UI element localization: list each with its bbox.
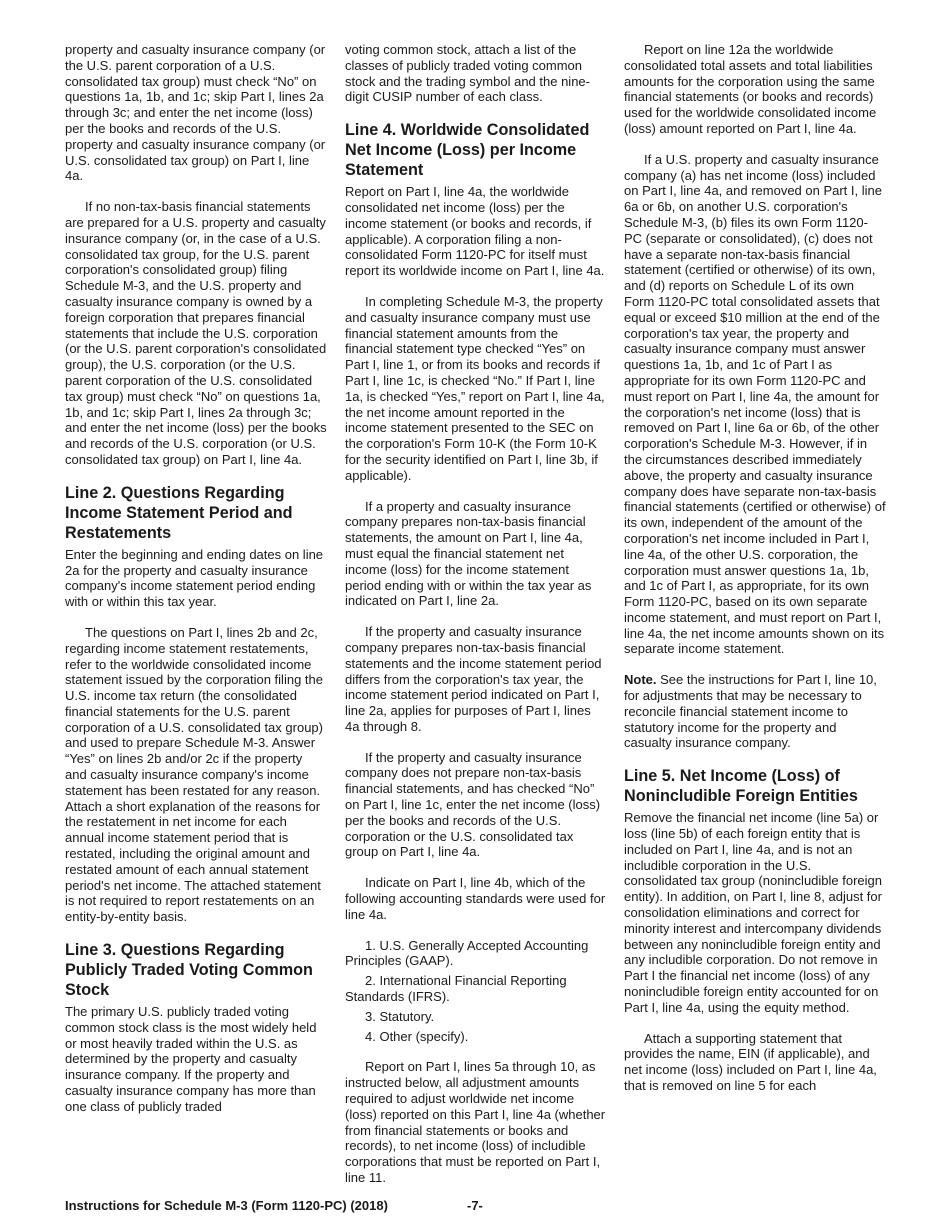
list-item: 1. U.S. Generally Accepted Accounting Principles (GAAP).: [345, 937, 589, 969]
section-heading-line-2: Line 2. Questions Regarding Income Statement Period and Restatements: [65, 483, 293, 542]
paragraph: Attach a supporting statement that provides the name, EIN (if applicable), and net income (loss) included on Part I, line 4a, that is removed on line 5 for each: [624, 1030, 877, 1094]
section-heading-line-5: Line 5. Net Income (Loss) of Nonincludible Foreign Entities: [624, 767, 858, 806]
paragraph: The primary U.S. publicly traded voting common stock class is the most widely held or most heavily traded within the U.S. as determined by the property and casualty insurance company. If the property and casualty insurance company has more than one class of publicly traded: [65, 1004, 317, 1114]
list-item: 4. Other (specify).: [365, 1028, 469, 1044]
paragraph: The questions on Part I, lines 2b and 2c, regarding income statement restatements, refer to the worldwide consolidated income statement issued by the corporation filing the U.S. income tax return (the consolidated financial statements for the U.S. parent corporation of a U.S. consolidated tax group) and used to prepare Schedule M-3. Answer “Yes” on lines 2b and/or 2c if the property and casualty insurance company's income statement has been restated for any reason. Attach a short explanation of the reasons for the restatement in net income for each annual income statement period that is restated, including the original amount and restated amount of each annual statement period's net income. The attached statement is not required to report restatements on an entity-by-entity basis.: [65, 624, 323, 925]
footer-title: Instructions for Schedule M-3 (Form 1120-PC) (2018): [65, 1198, 388, 1213]
paragraph: voting common stock, attach a list of the classes of publicly traded voting common stock and the trading symbol and the nine-digit CUSIP number of each class.: [345, 42, 590, 105]
paragraph: Enter the beginning and ending dates on line 2a for the property and casualty insurance company's income statement period ending with or within this tax year.: [65, 546, 324, 610]
note-text: See the instructions for Part I, line 10, for adjustments that may be necessary to reconcile financial statement income to statutory income for the property and casualty insurance company.: [624, 672, 877, 751]
paragraph: Report on line 12a the worldwide consolidated total assets and total liabilities amounts for the corporation using the same financial statements (or books and records) used for the worldwide consolidated income (loss) amount reported on Part I, line 4a.: [624, 42, 877, 136]
paragraph: In completing Schedule M-3, the property and casualty insurance company must use financial statement amounts from the financial statement type checked “Yes” on Part I, line 1, or from its books and records if Part I, line 1c, is checked “No.” If Part I, line 1a, is checked “Yes,” report on Part I, line 4a, the net income amount reported in the income statement presented to the SEC on the corporation's Form 10-K (the Form 10-K for the security identified on Part I, line 3b, if applicable).: [345, 293, 605, 483]
column-middle: [345, 42, 607, 1201]
column-left: [65, 42, 327, 1130]
list-item: 3. Statutory.: [365, 1008, 435, 1024]
paragraph: Indicate on Part I, line 4b, which of the following accounting standards were used for line 4a.: [345, 875, 606, 922]
list-item: 2. International Financial Reporting Standards (IFRS).: [345, 973, 567, 1005]
paragraph: property and casualty insurance company (or the U.S. parent corporation of a U.S. consolidated tax group) must check “No” on questions 1a, 1b, and 1c; skip Part I, lines 2a through 3c; and enter the net income (loss) per the books and records of the U.S. property and casualty insurance company (or U.S. consolidated tax group) on Part I, line 4a.: [65, 42, 326, 184]
section-heading-line-3: Line 3. Questions Regarding Publicly Traded Voting Common Stock: [65, 941, 313, 1000]
note-label: Note.: [624, 672, 657, 688]
paragraph: Report on Part I, line 4a, the worldwide consolidated net income (loss) per the income statement (or books and records, if applicable). A corporation filing a non-consolidated Form 1120-PC for itself must report its worldwide income on Part I, line 4a.: [345, 184, 605, 279]
paragraph: If the property and casualty insurance company prepares non-tax-basis financial statements and the income statement period differs from the corporation's tax year, the income statement period indicated on Part I, line 2a, applies for purposes of Part I, lines 4a through 8.: [345, 624, 602, 734]
paragraph: If a U.S. property and casualty insurance company (a) has net income (loss) included on Part I, line 4a, and removed on Part I, line 6a or 6b, on another U.S. corporation's Schedule M-3, (b) files its own Form 1120-PC (separate or consolidated), (c) does not have a separate non-tax-basis financial statement (certified or otherwise) of its own, and (d) reports on Schedule L of its own Form 1120-PC total consolidated assets that equal or exceed $10 million at the end of the corporation's tax year, the property and casualty insurance company must answer questions 1a, 1b, and 1c of Part I as appropriate for its own Form 1120-PC and must report on Part I, line 4a, the amount for the corporation's net income (loss) that is removed on Part I, line 6a or 6b, of the other corporation's Schedule M-3. However, if in the circumstances described immediately above, the property and casualty insurance company does have separate non-tax-basis financial statements (certified or otherwise) of its own, independent of the amount of the corporation's net income included in Part I, line 4a, of the other U.S. corporation, the corporation must answer questions 1a, 1b, and 1c of Part I, as appropriate, for its own Form 1120-PC, based on its own separate income statement, and must report on Part I, line 4a, the net income amounts shown on its separate income statement.: [624, 151, 886, 657]
page-number: -7-: [467, 1198, 483, 1213]
column-right: [624, 42, 886, 1109]
paragraph: Report on Part I, lines 5a through 10, as instructed below, all adjustment amounts required to adjust worldwide net income (loss) reported on this Part I, line 4a (whether from financial statements or books and records), to net income (loss) of includible corporations that must be reported on Part I, line 11.: [345, 1059, 606, 1186]
paragraph: If no non-tax-basis financial statements are prepared for a U.S. property and casualty insurance company (or, in the case of a U.S. consolidated tax group, for the U.S. parent corporation's consolidated group) filing Schedule M-3, and the U.S. property and casualty insurance company is owned by a foreign corporation that prepares financial statements that include the U.S. corporation (or the U.S. parent corporation's consolidated group), the U.S. corporation (or the U.S. parent corporation of the U.S. consolidated tax group) must check “No” on questions 1a, 1b, and 1c; skip Part I, lines 2a through 3c; and enter the net income (loss) per the books and records of the U.S. corporation (or U.S. consolidated tax group) on Part I, line 4a.: [65, 199, 327, 467]
paragraph: Remove the financial net income (line 5a) or loss (line 5b) of each foreign entity that is included on Part I, line 4a, and is not an includible corporation in the U.S. consolidated tax group (nonincludible foreign entity). In addition, on Part I, line 8, adjust for consolidation eliminations and correct for minority interest and intercompany dividends between any nonincludible foreign entity and any includible corporation. Do not remove in Part I the financial net income (loss) of any nonincludible foreign entity accounted for on Part I, line 4a, using the equity method.: [624, 810, 883, 1015]
note-paragraph: [624, 672, 886, 751]
paragraph: If the property and casualty insurance company does not prepare non-tax-basis financial statements, and has checked “No” on Part I, line 1c, enter the net income (loss) per the books and records of the U.S. corporation or the U.S. consolidated tax group on Part I, line 4a.: [345, 749, 601, 860]
section-heading-line-4: Line 4. Worldwide Consolidated Net Income (Loss) per Income Statement: [345, 121, 590, 180]
paragraph: If a property and casualty insurance company prepares non-tax-basis financial statements, the amount on Part I, line 4a, must equal the financial statement net income (loss) for the income statement period ending with or within the tax year as indicated on Part I, line 2a.: [345, 498, 592, 609]
